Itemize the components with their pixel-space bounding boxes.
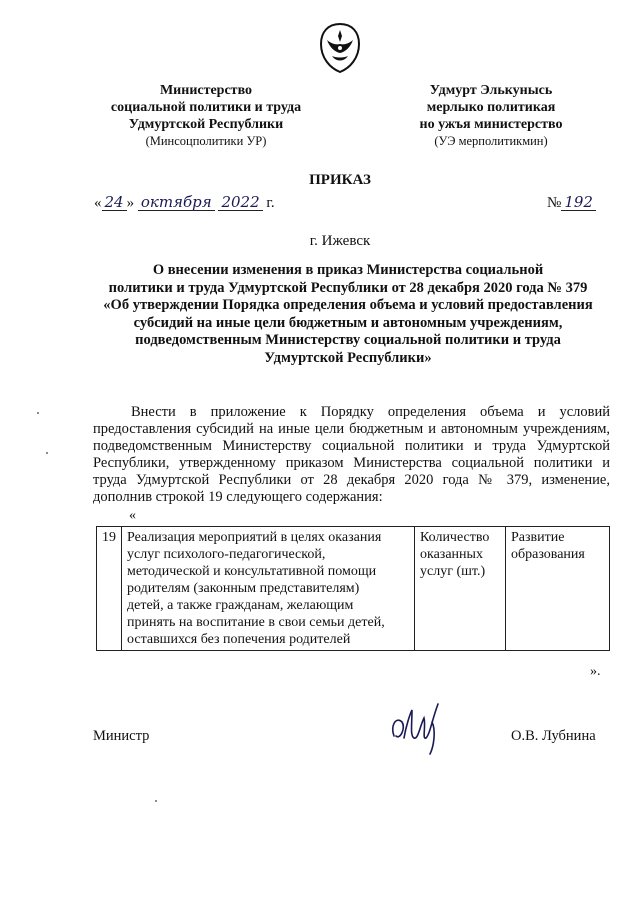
row-goal: Развитие образования bbox=[506, 527, 610, 651]
table-row bbox=[97, 527, 610, 651]
order-year: 2022 bbox=[218, 194, 262, 211]
city: г. Ижевск bbox=[309, 233, 371, 249]
coat-of-arms-icon bbox=[318, 22, 362, 74]
ministry-name-ru: Министерство социальной политики и труда Удмуртской Республики (Минсоцполитики УР) bbox=[110, 83, 302, 148]
row-description: Реализация мероприятий в целях оказания услуг психолого-педагогической, методической и консультативной помощи родителям (законным представителям) детей, а также гражданам, желающим принять на воспитание в свои семьи детей, оставшихся без попечения родителей bbox=[122, 527, 415, 651]
ministry-name-udm: Удмурт Элькунысь мерлыко политикая но ужъя министерство (УЭ мерполитикмин) bbox=[419, 83, 563, 148]
order-body: Внести в приложение к Порядку определения объема и условий предоставления субсидий на иные цели бюджетным и автономным учреждениям, подведомственным Министерству социальной политики и труда Удмуртской Республики, утвержденному приказом Министерства социальной политики и труда Удмуртской Республики от 28 декабря 2020 года № 379, изменение, дополнив строкой 19 следующего содержания: bbox=[93, 404, 610, 505]
order-month: октября bbox=[138, 194, 215, 211]
signature-icon bbox=[386, 696, 456, 758]
row-number: 19 bbox=[97, 527, 122, 651]
scan-speck bbox=[37, 412, 39, 414]
scan-speck bbox=[155, 800, 157, 802]
signer-name: О.В. Лубнина bbox=[511, 728, 596, 744]
order-number-value: 192 bbox=[561, 194, 596, 211]
order-day: 24 bbox=[102, 194, 127, 211]
signer-title: Министр bbox=[93, 728, 150, 744]
order-date: « 24 » октября 2022 г. bbox=[94, 193, 275, 211]
quote-open: « bbox=[129, 508, 136, 523]
scan-speck bbox=[46, 452, 48, 454]
order-title: ПРИКАЗ bbox=[309, 172, 371, 188]
row-unit: Количество оказанных услуг (шт.) bbox=[415, 527, 506, 651]
quote-close: ». bbox=[590, 664, 601, 679]
amendment-table bbox=[96, 526, 610, 651]
order-number: № 192 bbox=[547, 194, 596, 212]
order-subject: О внесении изменения в приказ Министерства социальной политики и труда Удмуртской Республики от 28 декабря 2020 года № 379 «Об утверждении Порядка определения объема и условий предоставления субсидий на иные цели бюджетным и автономным учреждениям, подведомственным Министерству социальной политики и труда Удмуртской Республики» bbox=[103, 262, 593, 366]
